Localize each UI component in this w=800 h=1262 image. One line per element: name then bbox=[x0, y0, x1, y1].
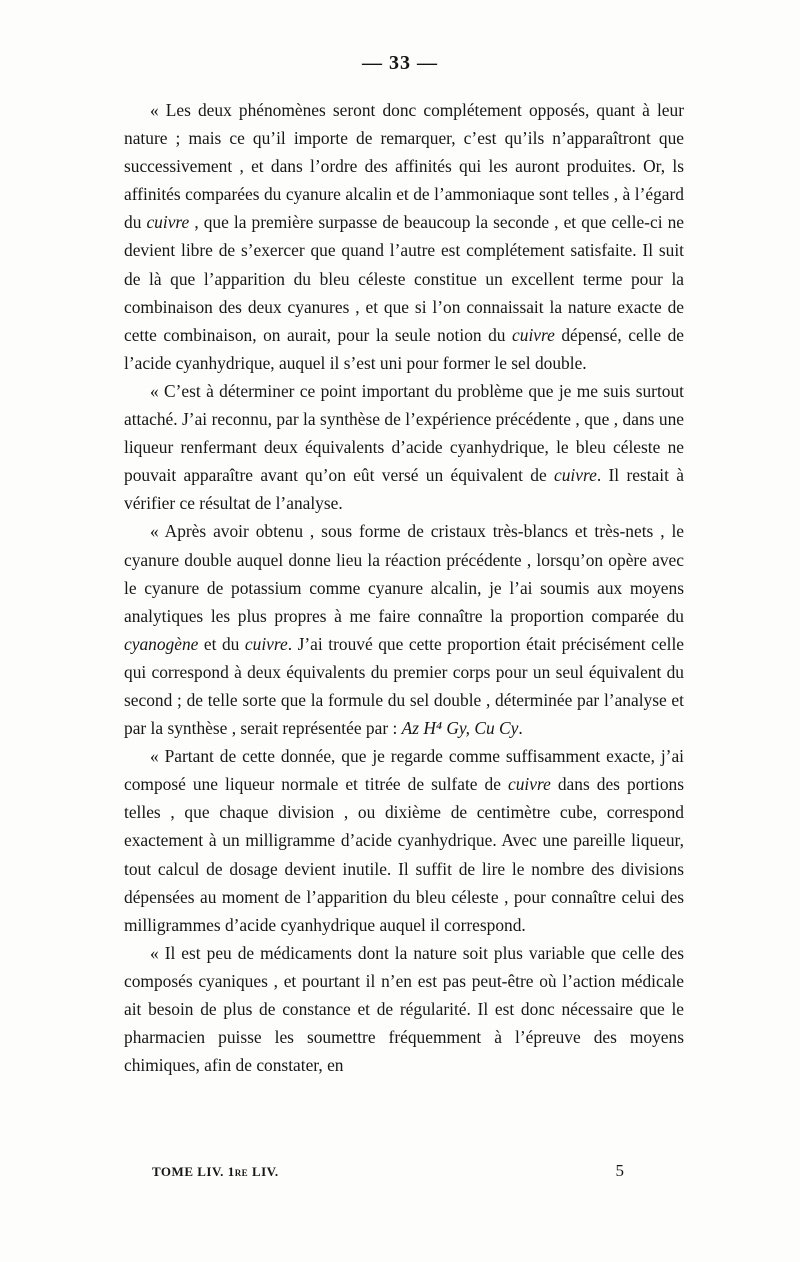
italic-term: cyanogène bbox=[124, 633, 199, 654]
italic-term: Az H⁴ Gy, Cu Cy bbox=[401, 718, 519, 739]
italic-term: cuivre bbox=[512, 324, 555, 345]
paragraph-1: « Les deux phénomènes seront donc complétement opposés, quant à leur nature ; mais ce qu’il importe de remarquer, c’est qu’ils n’apparaîtront que successivement , et dans l’ordre des affinités qui les auront produites. Or, ls affinités comparées du cyanure alcalin et de l’ammoniaque sont telles , à l’égard du cuivre , que la première surpasse de beaucoup la seconde , et que celle-ci ne devient libre de s’exercer que quand l’autre est complétement satisfaite. Il suit de là que l’apparition du bleu céleste constitue un excellent terme pour la combinaison des deux cyanures , et que si l’on connaissait la nature exacte de cette combinaison, on aurait, pour la seule notion du cuivre dépensé, celle de l’acide cyanhydrique, auquel il s’est uni pour former le sel double. bbox=[124, 100, 684, 373]
italic-term: cuivre bbox=[146, 212, 190, 233]
italic-term: cuivre bbox=[554, 465, 597, 486]
footer-volume: TOME LIV. bbox=[152, 1164, 224, 1179]
page-number: — 33 — bbox=[362, 52, 438, 74]
footer-volume-issue bbox=[152, 1164, 279, 1180]
footer-signature: 5 bbox=[615, 1161, 624, 1180]
paragraph-4: « Partant de cette donnée, que je regarde comme suffisamment exacte, j’ai composé une liqueur normale et titrée de sulfate de cuivre dans des portions telles , que chaque division , ou dixième de centimètre cube, correspond exactement à un milligramme d’acide cyanhydrique. Avec une pareille liqueur, tout calcul de dosage devient inutile. Il suffit de lire le nombre des divisions dépensées au moment de l’apparition du bleu céleste , pour connaître celui des milligrammes d’acide cyanhydrique auquel il correspond. bbox=[124, 746, 684, 935]
page-footer bbox=[124, 1161, 684, 1184]
paragraph-2: « C’est à déterminer ce point important du problème que je me suis surtout attaché. J’ai reconnu, par la synthèse de l’expérience précédente , que , dans une liqueur renfermant deux équivalents d’acide cyanhydrique, le bleu céleste ne pouvait apparaître avant qu’on eût versé un équivalent de cuivre. Il restait à vérifier ce résultat de l’analyse. bbox=[124, 380, 684, 514]
paragraph-5: « Il est peu de médicaments dont la nature soit plus variable que celle des composés cyaniques , et pourtant il n’en est pas peut-être où l’action médicale ait besoin de plus de constance et de régularité. Il est donc nécessaire que le pharmacien puisse les soumettre fréquemment à l’épreuve des moyens chimiques, afin de constater, en bbox=[124, 942, 684, 1076]
italic-term: cuivre bbox=[244, 633, 288, 654]
body-text-column bbox=[124, 96, 684, 1079]
footer-issue: 1re LIV. bbox=[227, 1164, 279, 1179]
paragraph-3: « Après avoir obtenu , sous forme de cristaux très-blancs et très-nets , le cyanure double auquel donne lieu la réaction précédente , lorsqu’on opère avec le cyanure de potassium comme cyanure alcalin, je l’ai soumis aux moyens analytiques les plus propres à me faire connaître la proportion comparée du cyanogène et du cuivre. J’ai trouvé que cette proportion était précisément celle qui correspond à deux équivalents du premier corps pour un seul équivalent du second ; de telle sorte que la formule du sel double , déterminée par l’analyse et par la synthèse , serait représentée par : Az H⁴ Gy, Cu Cy. bbox=[124, 521, 684, 739]
italic-term: cuivre bbox=[508, 774, 551, 795]
